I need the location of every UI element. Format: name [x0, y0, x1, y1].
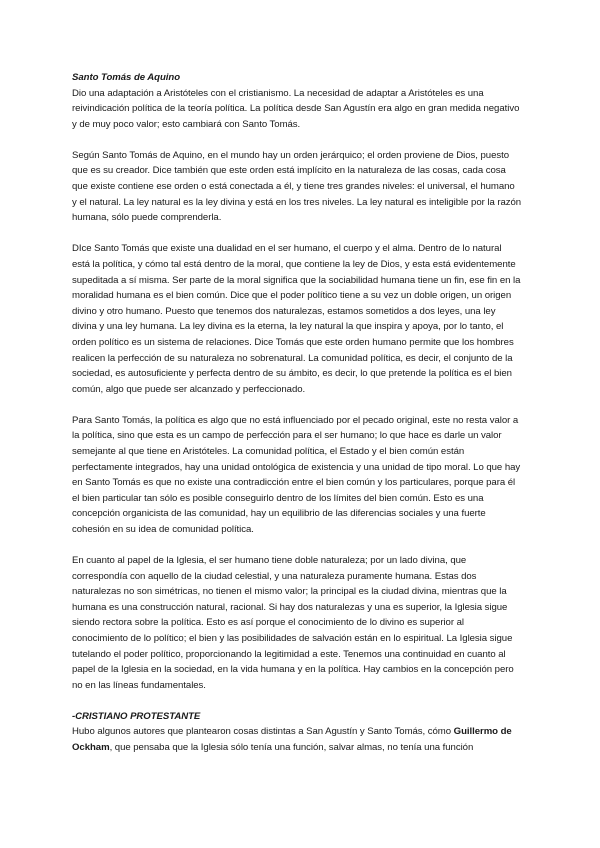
paragraph-ockham-start: Hubo algunos autores que plantearon cosas distintas a San Agustín y Santo Tomás, cómo	[72, 726, 454, 738]
section-heading-protestante: -CRISTIANO PROTESTANTE	[72, 710, 201, 722]
paragraph-papel-iglesia: En cuanto al papel de la Iglesia, el ser humano tiene doble naturaleza; por un lado divina, que correspondía con aquello de la ciudad celestial, y una naturaleza puramente humana. Estas dos naturalezas no son simétricas, no tienen el mismo valor; la principal es la ciudad divina, mientras que la humana es una construcción natural, racional. Si hay dos naturalezas y una es superior, la Iglesia sigue siendo rectora sobre la política. Esto es así porque el conocimiento de lo divino es superior al conocimiento de lo político; el bien y las posibilidades de salvación están en lo espiritual. La Iglesia sigue tutelando el poder político, proporcionando la legitimidad a este. Tenemos una continuidad en cuanto al papel de la Iglesia en la sociedad, en la vida humana y en la política. Hay cambios en la concepción pero no en las líneas fundamentales.	[72, 555, 514, 691]
intro-paragraph: Dio una adaptación a Aristóteles con el cristianismo. La necesidad de adaptar a Aristóteles es una reivindicación política de la teoría política. La política desde San Agustín era algo en gran medida negativo y de muy poco valor; esto cambiará con Santo Tomás.	[72, 87, 520, 130]
paragraph-orden-jerarquico: Según Santo Tomás de Aquino, en el mundo hay un orden jerárquico; el orden proviene de Dios, puesto que es su creador. Dice también que este orden está implícito en la naturaleza de las cosas, cada cosa que existe contiene ese orden o está conectada a él, y tiene tres grandes niveles: el universal, el humano y el natural. La ley natural es la ley divina y está en los tres niveles. La ley natural es inteligible por la razón humana, sólo puede comprenderla.	[72, 149, 522, 224]
paragraph-gap	[72, 397, 522, 413]
paragraph-dualidad: DIce Santo Tomás que existe una dualidad en el ser humano, el cuerpo y el alma. Dentro de lo natural está la política, y cómo tal está dentro de la moral, que contiene la ley de Dios, y esta está evidentemente supeditada a sí misma. Ser parte de la moral significa que la sociabilidad humana tiene un fin, ese fin en la moralidad humana es el bien común. Dice que el poder político tiene a su vez un doble origen, un origen divino y otro humano. Puesto que tenemos dos naturalezas, estamos sometidos a dos leyes, una ley divina y una ley humana. La ley divina es la eterna, la ley natural la que inspira y apoya, por lo tanto, el orden político es un sistema de relaciones. Dice Tomás que este orden humano permite que los hombres realicen la perfección de su naturaleza no sobrenatural. La comunidad política, es decir, el conjunto de la sociedad, es autosuficiente y perfecta dentro de su ámbito, es decir, lo que pretende la política es el bien común, algo que puede ser alcanzado y perfeccionado.	[72, 243, 521, 395]
paragraph-gap	[72, 226, 522, 242]
paragraph-ockham-end: , que pensaba que la Iglesia sólo tenía una función, salvar almas, no tenía una función	[109, 742, 474, 754]
paragraph-politica-perfeccion: Para Santo Tomás, la política es algo que no está influenciado por el pecado original, este no resta valor a la política, sino que esta es un campo de perfección para el ser humano; lo que hace es darle un valor semejante al que tiene en Aristóteles. La comunidad política, el Estado y el bien común están perfectamente integrados, hay una unidad ontológica de existencia y una unidad de tipo moral. Lo que hay en Santo Tomás es que no existe una contradicción entre el bien común y los particulares, porque para él el bien particular tan sólo es posible conseguirlo dentro de los límites del bien común. Esto es una concepción organicista de las comunidad, hay un equilibrio de las diferencias sociales y una fuerte cohesión en su idea de comunidad política.	[72, 414, 521, 535]
paragraph-gap	[72, 538, 522, 554]
paragraph-gap	[72, 132, 522, 148]
section-title: Santo Tomás de Aquino	[72, 72, 181, 83]
paragraph-gap	[72, 693, 522, 709]
document-page	[72, 70, 522, 756]
paragraph-ockham	[72, 724, 522, 755]
author-name-ockham: Guillermo de Ockham	[72, 726, 512, 754]
